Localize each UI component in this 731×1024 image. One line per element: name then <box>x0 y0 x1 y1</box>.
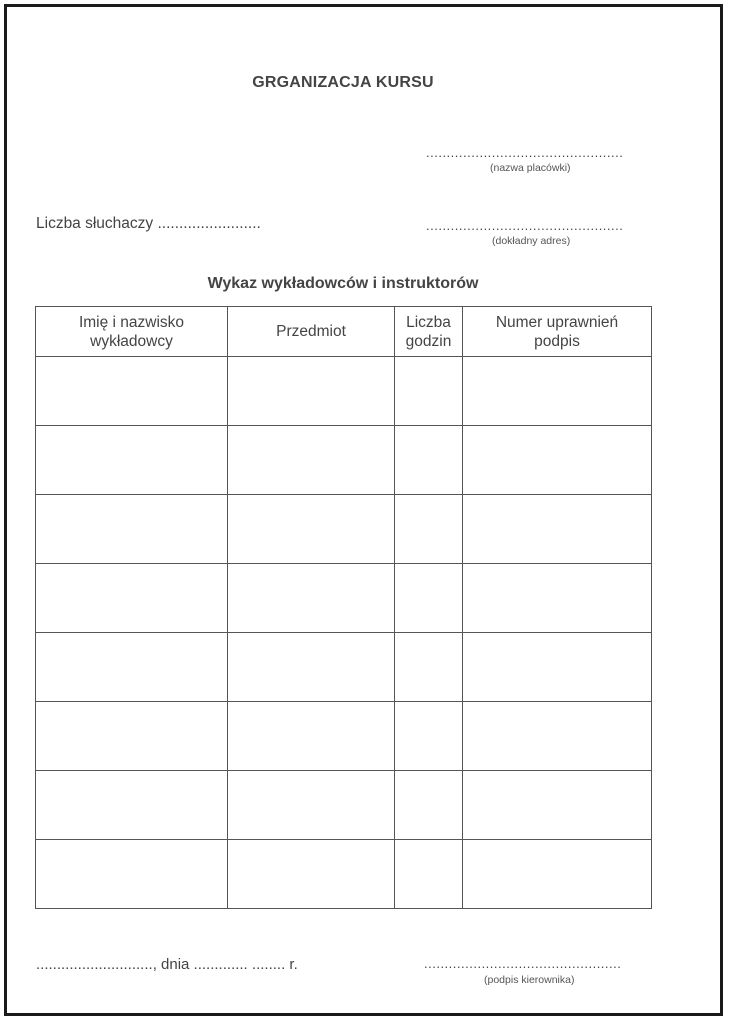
table-cell-license[interactable] <box>463 771 652 840</box>
table-cell-name[interactable] <box>36 702 228 771</box>
table-cell-subject[interactable] <box>228 564 395 633</box>
table-cell-hours[interactable] <box>395 633 463 702</box>
table-cell-name[interactable] <box>36 840 228 909</box>
table-cell-name[interactable] <box>36 564 228 633</box>
date-field[interactable]: ............................, dnia ............. ........ r. <box>36 956 298 973</box>
header-name-line2: wykładowcy <box>90 332 173 350</box>
signature-caption: (podpis kierownika) <box>484 974 575 986</box>
address-caption: (dokładny adres) <box>492 235 571 247</box>
table-cell-license[interactable] <box>463 495 652 564</box>
lecturers-list-heading: Wykaz wykładowców i instruktorów <box>207 275 479 292</box>
table-cell-name[interactable] <box>36 426 228 495</box>
table-cell-name[interactable] <box>36 357 228 426</box>
table-row <box>36 633 652 702</box>
signature-field[interactable]: ................................................ <box>424 956 622 971</box>
header-name-line1: Imię i nazwisko <box>78 313 185 331</box>
form-title: GRGANIZACJA KURSU <box>252 74 434 91</box>
table-cell-name[interactable] <box>36 771 228 840</box>
institution-name-caption: (nazwa placówki) <box>490 162 571 174</box>
table-cell-hours[interactable] <box>395 564 463 633</box>
table-row <box>36 357 652 426</box>
table-row <box>36 495 652 564</box>
header-hours-line2: godzin <box>405 332 452 350</box>
table-cell-subject[interactable] <box>228 840 395 909</box>
header-hours <box>395 307 463 357</box>
table-cell-hours[interactable] <box>395 840 463 909</box>
table-cell-subject[interactable] <box>228 357 395 426</box>
table-cell-license[interactable] <box>463 426 652 495</box>
table-cell-license[interactable] <box>463 702 652 771</box>
table-cell-subject[interactable] <box>228 771 395 840</box>
table-cell-name[interactable] <box>36 495 228 564</box>
address-field[interactable]: ................................................ <box>426 218 624 233</box>
table-cell-license[interactable] <box>463 633 652 702</box>
table-cell-subject[interactable] <box>228 426 395 495</box>
table-cell-name[interactable] <box>36 633 228 702</box>
table-cell-subject[interactable] <box>228 633 395 702</box>
table-row <box>36 426 652 495</box>
listener-count-field[interactable]: Liczba słuchaczy ........................ <box>36 215 261 232</box>
header-name <box>36 307 228 357</box>
table-cell-hours[interactable] <box>395 702 463 771</box>
table-row <box>36 564 652 633</box>
table-row <box>36 840 652 909</box>
institution-name-field[interactable]: ................................................ <box>426 145 624 160</box>
table-cell-license[interactable] <box>463 564 652 633</box>
table-row <box>36 702 652 771</box>
header-hours-line1: Liczba <box>406 313 451 331</box>
header-subject-line1: Przedmiot <box>276 323 346 340</box>
table-cell-subject[interactable] <box>228 495 395 564</box>
table-row <box>36 771 652 840</box>
header-license-line1: Numer uprawnień <box>495 313 619 331</box>
table-cell-hours[interactable] <box>395 426 463 495</box>
table-cell-license[interactable] <box>463 840 652 909</box>
table-cell-license[interactable] <box>463 357 652 426</box>
table-cell-hours[interactable] <box>395 357 463 426</box>
lecturers-table <box>35 306 652 909</box>
header-license-line2: podpis <box>534 332 580 350</box>
header-subject <box>228 307 395 357</box>
table-cell-subject[interactable] <box>228 702 395 771</box>
table-header-row <box>36 307 652 357</box>
table-cell-hours[interactable] <box>395 495 463 564</box>
table-cell-hours[interactable] <box>395 771 463 840</box>
header-license <box>463 307 652 357</box>
